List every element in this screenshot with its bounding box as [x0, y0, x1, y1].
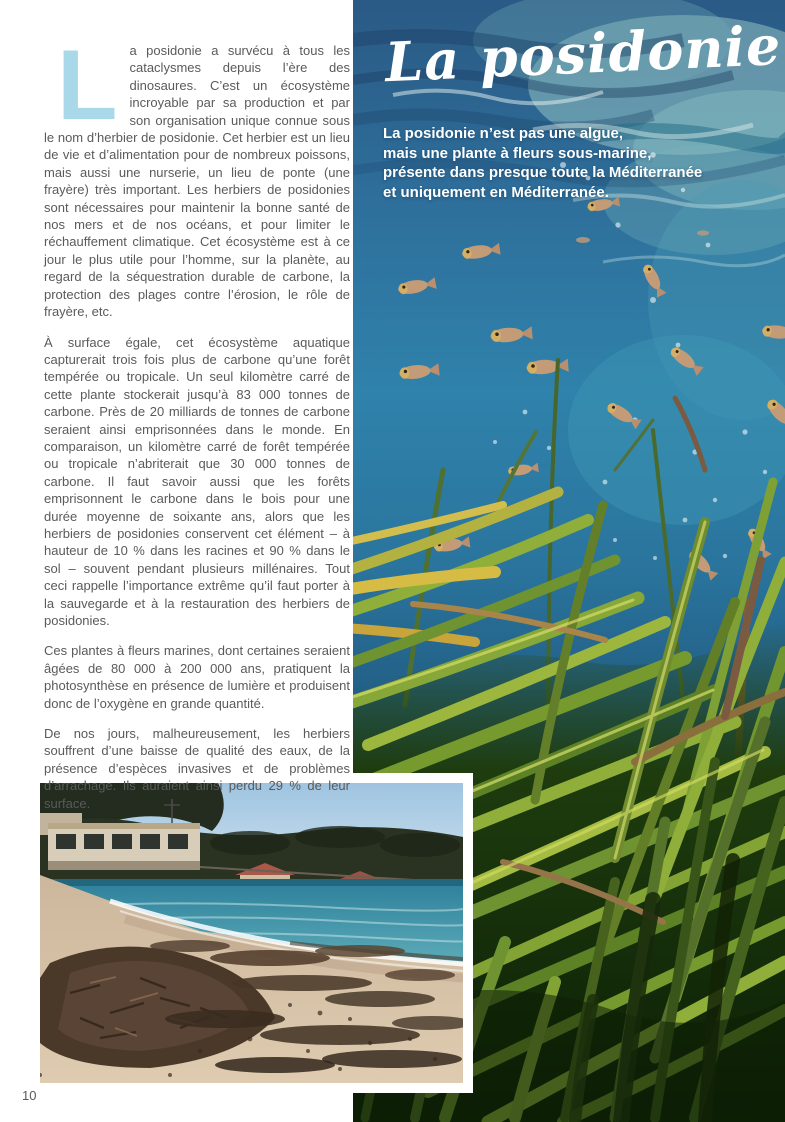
- beach-photo-art: [40, 783, 463, 1083]
- article-paragraph-1: [44, 29, 350, 321]
- article-column: [44, 29, 350, 825]
- hero-intro-line: La posidonie n’est pas une algue,: [383, 125, 624, 142]
- hero-intro-line: et uniquement en Méditerranée.: [383, 183, 609, 201]
- article-paragraph-3: Ces plantes à fleurs marines, dont certaines seraient âgées de 80 000 à 200 000 ans, pratiquent la photosynthèse en présence de lumière et produisent donc de l’oxygène en grande quantité.: [44, 643, 350, 711]
- hero-intro-line: présente dans presque toute la Méditerranée: [383, 164, 703, 181]
- article-paragraph-4: De nos jours, malheureusement, les herbiers souffrent d’une baisse de qualité des eaux, de la présence d’espèces invasives et de problèmes d’arrachage. Ils auraient ainsi perdu 29 % de leur surface.: [44, 726, 350, 811]
- article-paragraph-2: À surface égale, cet écosystème aquatique capturerait trois fois plus de carbone qu’une forêt tempérée ou tropicale. Un seul kilomètre carré de cette plante stockerait jusqu’à 83 000 tonnes de carbone. Près de 20 milliards de tonnes de carbone seraient ainsi emprisonnées dans le monde. En comparaison, un kilomètre carré de forêt tempérée ou tropicale n’abriterait que 30 000 tonnes de carbone. Il faut savoir aussi que les forêts emprisonnent le carbone dans le bois pour une durée moyenne de soixante ans, alors que les herbiers de posidonies conservent cet élément – à hauteur de 10 % dans les racines et 90 % dans le sol – souvent pendant plusieurs millénaires. Tout ceci rappelle l’importance extrême qu’il faut porter à la sauvegarde et à la restauration des herbiers de posidonies.: [44, 334, 350, 628]
- paragraph-text: a posidonie a survécu à tous les cataclysmes depuis l’ère des dinosaures. C’est un écosystème incroyable par sa production et par son organisation unique connue sous le nom d’herbier de posidonie. Cet herbier est un lieu de vie et d’alimentation pour de nombreux poissons, mais aussi une nurserie, un lieu de ponte (une frayère) très important. Les herbiers de posidonies sont nécessaires pour maintenir la bonne santé de nos mers et de nos océans, et pour limiter le réchauffement climatique. Cet écosystème est à ce jour le plus utile pour l’homme, sur la planète, au regard de la séquestration durable de carbone, la protection des plages contre l’érosion, le rôle de frayère, etc.: [44, 43, 350, 320]
- page-number: 10: [22, 1088, 37, 1103]
- hero-intro-line: mais une plante à fleurs sous-marine,: [383, 144, 652, 162]
- drop-cap-letter: L: [57, 29, 118, 140]
- hero-intro: [383, 124, 702, 202]
- hero-title: La posidonie: [383, 13, 783, 95]
